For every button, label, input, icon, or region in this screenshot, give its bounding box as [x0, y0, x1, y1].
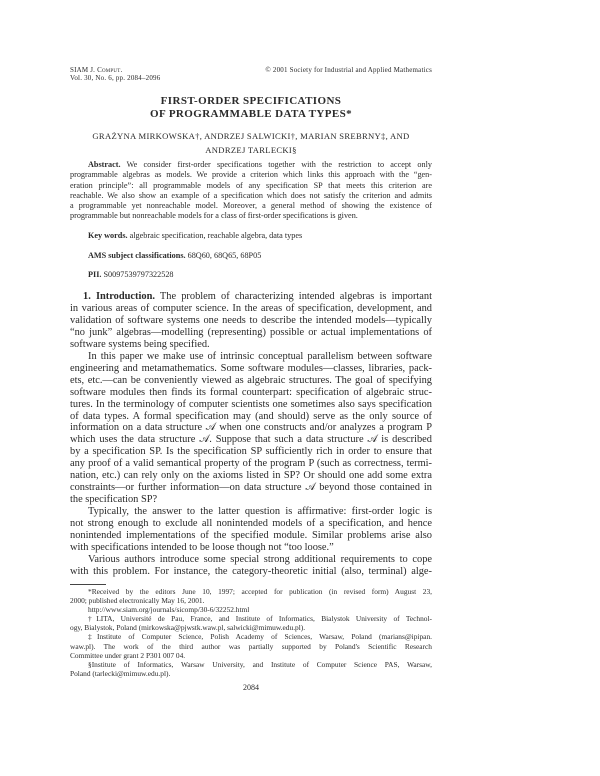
abstract-line [70, 160, 432, 170]
ams-label: AMS subject classifications. [88, 251, 186, 260]
section-title: Introduction. [95, 291, 155, 302]
body-line: in various areas of computer science. In the areas of specification, development, and [70, 302, 432, 314]
journal-name: SIAM J. Comput. [70, 66, 123, 74]
abstract-line: a programmable yet nonreachable model. Moreover, a general method of showing the existence of [70, 201, 432, 211]
footnote-line: waw.pl). The work of the third author was partially supported by Poland's Scientific Research [70, 641, 432, 651]
abstract-line: programmable algebras as models. We provide a criterion which links this approach with the “gen- [70, 170, 432, 180]
footnote-line: †LITA, Université de Pau, France, and Institute of Informatics, Bialystok University of Technol- [88, 614, 432, 624]
body-line: which uses the data structure 𝒜. Suppose that such a data structure 𝒜 is described [70, 434, 432, 446]
body-line: tures. In the terminology of computer scientists one sometimes also says specification [70, 398, 432, 410]
authors-line: GRAŻYNA MIRKOWSKA†, ANDRZEJ SALWICKI†, MARIAN SREBRNY‡, AND [92, 131, 410, 141]
section-heading-line [70, 291, 432, 303]
page-number: 2084 [243, 683, 259, 692]
body-line: validation of software systems one needs to describe the intended models—typically [70, 314, 432, 326]
journal-info [70, 66, 160, 82]
ams-value: 68Q60, 68Q65, 68P05 [187, 251, 262, 260]
title-line: OF PROGRAMMABLE DATA TYPES* [150, 108, 352, 120]
keywords-value: algebraic specification, reachable algebra, data types [129, 231, 303, 240]
footnote-line: Poland (tarlecki@mimuw.edu.pl). [70, 668, 171, 678]
keywords [88, 231, 302, 240]
body-line: of data types. A formal specification may (and should) serve as the only source of [70, 410, 432, 422]
body-line: the specification SP? [70, 494, 158, 506]
body-line: nation, etc.) can rely only on the axioms listed in SP? Or should one add some extra [70, 470, 432, 482]
abstract-text: We consider first-order specifications together with the restriction to accept only [126, 160, 432, 169]
abstract-label: Abstract. [88, 160, 121, 169]
body-line: not strong enough to exclude all nonintended models of a specification, and hence [70, 518, 432, 530]
body-line: information on a data structure 𝒜 when one constructs and/or analyzes a program P [70, 422, 432, 434]
body-line: constraints—or further information—on data structure 𝒜 beyond those contained in [70, 482, 432, 494]
section-number: 1. [83, 291, 91, 302]
footnote-line: §Institute of Informatics, Warsaw University, and Institute of Computer Science PAS, Warsaw, [88, 659, 432, 669]
pii [88, 270, 174, 279]
body-line: with specifications intended to be loose though not “too loose.” [70, 542, 334, 554]
body-line: by a specification SP. Is the specification SP sufficiently rich in order to ensure that [70, 446, 432, 458]
section-heading [83, 291, 155, 302]
footnote-line: ogy, Bialystok, Poland (mirkowska@pjwstk.waw.pl, salwicki@mimuw.edu.pl). [70, 623, 306, 633]
journal-volume: Vol. 30, No. 6, pp. 2084–2096 [70, 74, 161, 82]
paragraph-text: The problem of characterizing intended algebras is important [159, 291, 432, 302]
ams-classifications [88, 251, 261, 260]
author-list [70, 130, 432, 157]
body-line: nonintended implementations of the specified module. Similar problems arise also [70, 530, 432, 542]
footnotes [70, 587, 432, 678]
footnote-line: ‡Institute of Computer Science, Polish Academy of Sciences, Warsaw, Poland (marians@ipipan. [88, 632, 432, 642]
body-line: In this paper we make use of intrinsic conceptual parallelism between software [88, 350, 432, 362]
paper-title [70, 95, 432, 121]
abstract-line: reachable. We also show an example of a specification which does not satisfy the criterion and admits [70, 190, 432, 200]
pii-label: PII. [88, 270, 102, 279]
body-line: engineering and metamathematics. Some software modules—classes, libraries, pack- [70, 362, 432, 374]
keywords-label: Key words. [88, 231, 128, 240]
footnote-line: Committee under grant 2 P301 007 04. [70, 650, 186, 660]
body-line: Typically, the answer to the latter question is affirmative: first-order logic is [88, 506, 432, 518]
authors-line: ANDRZEJ TARLECKI§ [205, 144, 297, 155]
body-line: with this problem. For instance, the category-theoretic initial (also, terminal) alge- [70, 565, 432, 577]
footnote-line: *Received by the editors June 10, 1997; accepted for publication (in revised form) August 23, [88, 587, 432, 596]
body-line: Various authors introduce some special strong additional requirements to cope [88, 553, 432, 565]
abstract-line: eration principle”: all programmable models of any specification SP that meets this criterion are [70, 180, 432, 190]
body-line: software modules then finds its formal counterpart: specification of algebraic struc- [70, 386, 432, 398]
pii-value: S0097539797322528 [103, 270, 174, 279]
body-line: ets, etc.—can be conveniently viewed as algebraic structures. The goal of specifying [70, 374, 432, 386]
footnote-url: http://www.siam.org/journals/sicomp/30-6/32252.html [88, 605, 250, 615]
body-line: any proof of a valid semantical property of the program P (such as correctness, termi- [70, 458, 432, 470]
body-text [70, 291, 432, 578]
body-line: software systems being specified. [70, 338, 210, 350]
abstract [70, 160, 432, 222]
abstract-line: programmable but nonreachable models for a class of first-order specifications is given. [70, 211, 358, 221]
footnote-rule [70, 584, 106, 585]
title-line: FIRST-ORDER SPECIFICATIONS [160, 95, 342, 107]
body-line: “no junk” algebras—modelling (representing) possible or actual implementations of [70, 326, 432, 338]
copyright-notice: © 2001 Society for Industrial and Applied Mathematics [265, 66, 432, 74]
footnote-line: 2000; published electronically May 16, 2001. [70, 596, 205, 606]
